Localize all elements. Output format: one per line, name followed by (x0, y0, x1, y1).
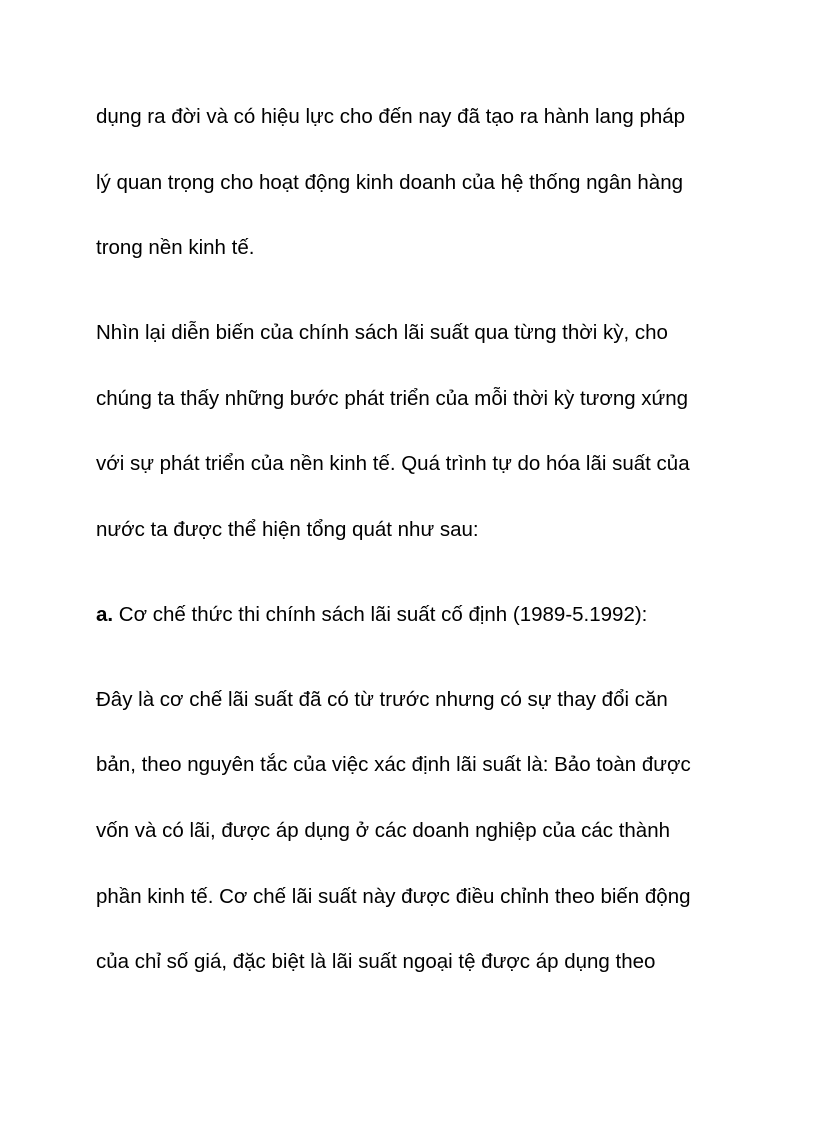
text-line: dụng ra đời và có hiệu lực cho đến nay đã tạo ra hành lang pháp (96, 105, 686, 128)
text-line: chúng ta thấy những bước phát triển của mỗi thời kỳ tương xứng (96, 386, 689, 410)
text-line: nước ta được thể hiện tổng quát như sau: (96, 518, 479, 542)
section-heading-text: Cơ chế thức thi chính sách lãi suất cố định (1989-5.1992): (113, 602, 648, 626)
paragraph-1 (96, 99, 736, 296)
text-line: phần kinh tế. Cơ chế lãi suất này được điều chỉnh theo biến động (96, 884, 691, 908)
text-line: bản, theo nguyên tắc của việc xác định lãi suất là: Bảo toàn được (96, 753, 691, 777)
text-line: vốn và có lãi, được áp dụng ở các doanh nghiệp của các thành (96, 818, 670, 842)
text-line: Đây là cơ chế lãi suất đã có từ trước nhưng có sự thay đổi căn (96, 687, 668, 711)
text-line: Nhìn lại diễn biến của chính sách lãi suất qua từng thời kỳ, cho (96, 321, 668, 345)
paragraph-spacer (96, 663, 736, 682)
document-body (96, 99, 736, 1010)
text-line: với sự phát triển của nền kinh tế. Quá trình tự do hóa lãi suất của (96, 452, 690, 476)
paragraph-2 (96, 315, 736, 578)
paragraph-spacer (96, 296, 736, 315)
text-line: của chỉ số giá, đặc biệt là lãi suất ngoại tệ được áp dụng theo (96, 950, 656, 974)
paragraph-3 (96, 682, 736, 1010)
text-line: lý quan trọng cho hoạt động kinh doanh của hệ thống ngân hàng (96, 170, 684, 194)
text-line: trong nền kinh tế. (96, 236, 255, 260)
section-marker: a. (96, 602, 114, 626)
paragraph-spacer (96, 578, 736, 597)
section-heading-a (96, 597, 736, 663)
